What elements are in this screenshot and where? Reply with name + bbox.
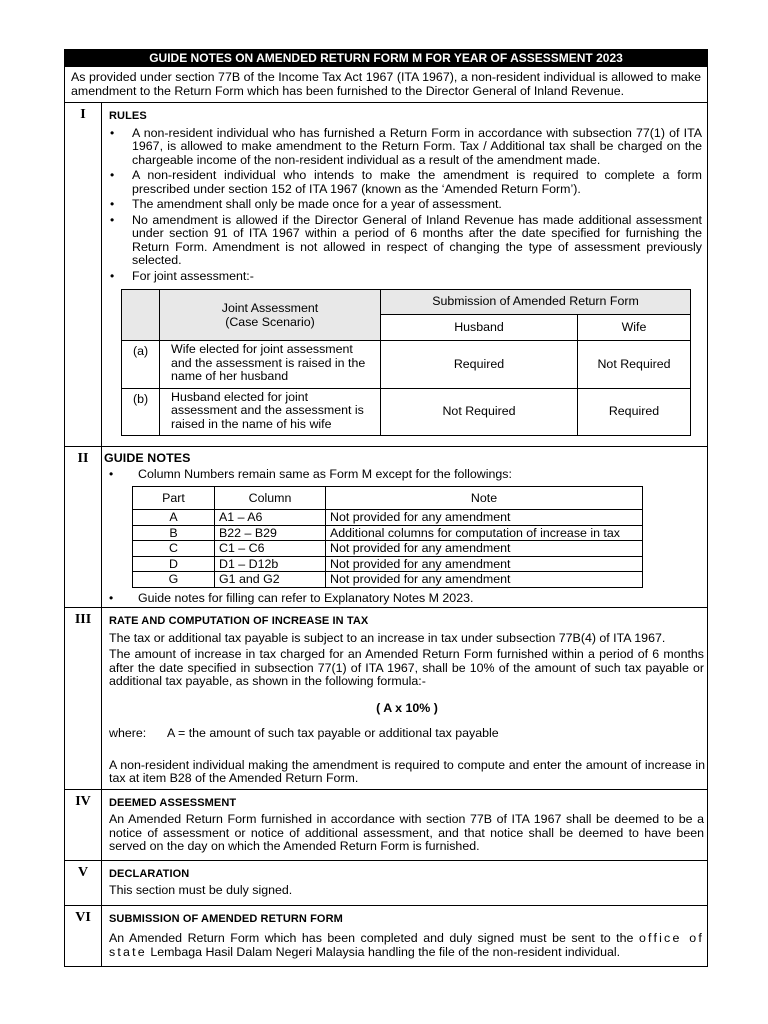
cell-column: D1 – D12b [215, 556, 326, 572]
section-guide-notes [65, 446, 707, 607]
cell-part: A [133, 510, 215, 526]
declaration-paragraph: This section must be duly signed. [109, 883, 293, 897]
list-item: • The amendment shall only be made once for a year of assessment. [109, 198, 705, 212]
document-title: GUIDE NOTES ON AMENDED RETURN FORM M FOR YEAR OF ASSESSMENT 2023 [65, 50, 707, 66]
section-heading: GUIDE NOTES [104, 451, 191, 465]
section-heading: DECLARATION [109, 867, 190, 880]
section-heading: DEEMED ASSESSMENT [109, 796, 237, 809]
cell-column: A1 – A6 [215, 510, 326, 526]
rate-paragraph-1: The tax or additional tax payable is subject to an increase in tax under subsection 77B(4) of ITA 1967. [109, 630, 666, 645]
row-scenario: Wife elected for joint assessment and the assessment is raised in the name of her husband [160, 341, 381, 389]
section-heading: RULES [109, 110, 147, 122]
where-text: A = the amount of such tax payable or additional tax payable [167, 726, 499, 740]
deemed-paragraph: An Amended Return Form furnished in accordance with section 77B of ITA 1967 shall be deemed to be a notice of assessment or notice of additional assessment, and that notice shall be deemed to have been served on the day on which the Amended Return Form is furnished. [109, 812, 704, 853]
table-row [122, 388, 691, 436]
cell-note: Additional columns for computation of increase in tax [326, 525, 643, 541]
table-corner-cell [122, 290, 160, 341]
list-item: • A non-resident individual who intends to make the amendment is required to complete a form prescribed under section 152 of ITA 1967 (known as the ‘Amended Return Form’). [109, 169, 705, 196]
cell-column: C1 – C6 [215, 541, 326, 557]
table-header-note: Note [326, 487, 643, 510]
table-row [122, 341, 691, 389]
row-husband: Required [381, 341, 578, 389]
submission-paragraph [109, 932, 705, 959]
cell-note: Not provided for any amendment [326, 572, 643, 588]
table-header-part: Part [133, 487, 215, 510]
cell-part: G [133, 572, 215, 588]
formula: ( A x 10% ) [376, 700, 438, 715]
row-wife: Not Required [578, 341, 691, 389]
joint-assessment-table [121, 289, 691, 436]
submission-text-a: An Amended Return Form which has been completed and duly signed must be sent to the [109, 931, 634, 945]
cell-note: Not provided for any amendment [326, 541, 643, 557]
section-number: V [65, 861, 102, 905]
submission-text-c: Lembaga Hasil Dalam Negeri Malaysia handling the file of the non-resident individual. [150, 944, 621, 959]
intro-paragraph: As provided under section 77B of the Income Tax Act 1967 (ITA 1967), a non-resident individual is allowed to make amendment to the Return Form which has been furnished to the Director General of Inland Revenue. [65, 66, 707, 102]
submission-text-b: office of state [109, 931, 704, 959]
guide-notes-document [64, 49, 708, 967]
formula-where [109, 727, 705, 741]
list-item: • For joint assessment:- [109, 270, 705, 284]
list-item: • No amendment is allowed if the Director General of Inland Revenue has made additional assessment under section 91 of ITA 1967 within a period of 6 months after the date specified for furnishing the Return Form. Amendment is not allowed in respect of changing the type of assessment previously selected. [109, 214, 705, 268]
cell-column: B22 – B29 [215, 525, 326, 541]
list-item: • A non-resident individual who has furnished a Return Form in accordance with subsection 77(1) of ITA 1967, is allowed to make amendment to the Return Form. Tax / Additional tax shall be charged on the chargeable income of the non-resident individual as a result of the amendment made. [109, 127, 705, 168]
table-header-wife: Wife [578, 315, 691, 341]
table-header-scenario: Joint Assessment (Case Scenario) [160, 290, 381, 341]
cell-part: B [133, 525, 215, 541]
section-heading: SUBMISSION OF AMENDED RETURN FORM [109, 912, 343, 925]
cell-part: C [133, 541, 215, 557]
guide-list [104, 468, 705, 482]
table-header-husband: Husband [381, 315, 578, 341]
cell-column: G1 and G2 [215, 572, 326, 588]
row-label: (b) [122, 388, 160, 436]
section-number: VI [65, 906, 102, 967]
table-header-column: Column [215, 487, 326, 510]
table-row [133, 556, 643, 572]
section-rules [65, 102, 707, 446]
table-row [133, 510, 643, 526]
table-row [133, 572, 643, 588]
list-item: • Column Numbers remain same as Form M except for the followings: [108, 468, 705, 482]
section-deemed-assessment [65, 789, 707, 860]
section-number: I [65, 103, 102, 446]
row-husband: Not Required [381, 388, 578, 436]
list-item: • Guide notes for filling can refer to Explanatory Notes M 2023. [108, 592, 705, 606]
cell-part: D [133, 556, 215, 572]
rules-list [109, 127, 705, 284]
section-submission [65, 905, 707, 967]
table-row [133, 541, 643, 557]
guide-list-2 [104, 592, 705, 606]
section-number: III [65, 608, 102, 789]
cell-note: Not provided for any amendment [326, 510, 643, 526]
table-row [133, 525, 643, 541]
rate-paragraph-2: The amount of increase in tax charged for an Amended Return Form furnished within a period of 6 months after the date specified in subsection 77(1) of ITA 1967, shall be 10% of the amount of such tax payable or additional tax payable, as shown in the following formula:- [109, 647, 704, 688]
section-number: II [65, 447, 102, 607]
section-rate [65, 607, 707, 789]
rate-paragraph-3: A non-resident individual making the amendment is required to compute and enter the amount of increase in tax at item B28 of the Amended Return Form. [109, 757, 705, 785]
section-heading: RATE AND COMPUTATION OF INCREASE IN TAX [109, 615, 369, 627]
row-wife: Required [578, 388, 691, 436]
row-scenario: Husband elected for joint assessment and the assessment is raised in the name of his wife [160, 388, 381, 436]
section-number: IV [65, 790, 102, 860]
where-label: where: [109, 726, 147, 740]
section-declaration [65, 860, 707, 905]
row-label: (a) [122, 341, 160, 389]
cell-note: Not provided for any amendment [326, 556, 643, 572]
table-header-submission: Submission of Amended Return Form [381, 290, 691, 315]
column-notes-table [132, 486, 643, 588]
